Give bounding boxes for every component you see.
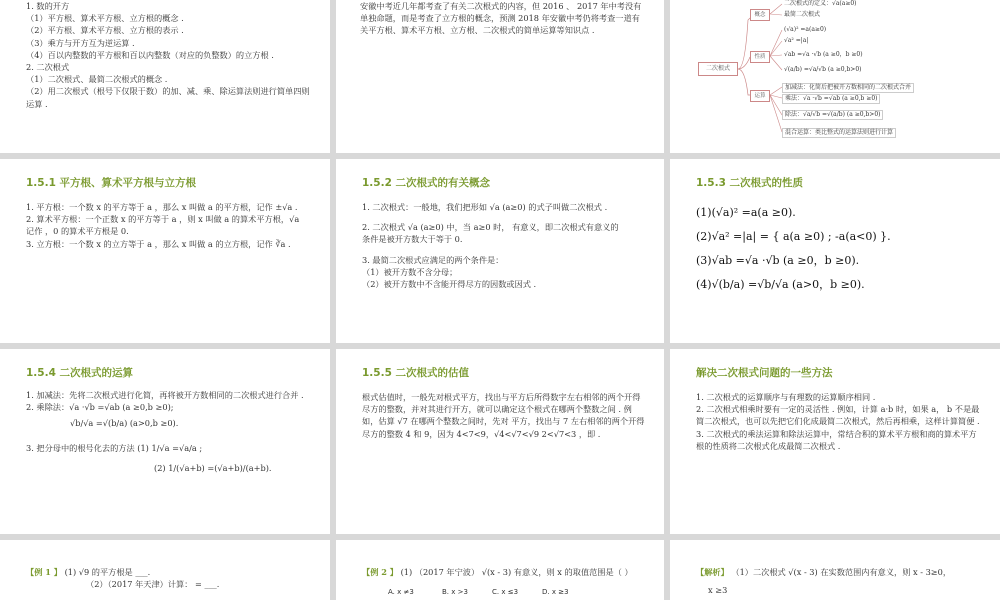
mind-leaf: 混合运算：类比整式的运算法则进行计算 [782, 128, 896, 138]
text-line: 1. 加减法：先将二次根式进行化简，再将被开方数相同的二次根式进行合并 . [26, 390, 304, 400]
text-line: （2）被开方数中不含能开得尽方的因数或因式 . [362, 279, 537, 290]
mind-leaf: 除法：√a/√b =√(a/b) (a ≥0,b>0) [782, 110, 883, 120]
text-line: （1）被开方数不含分母； [362, 266, 458, 277]
scope-line: 2. 二次根式 [26, 62, 70, 73]
slide-mind-map[interactable] [670, 0, 1000, 153]
scope-line: （1）平方根、算术平方根、立方根的概念 . [26, 13, 184, 24]
mind-leaf: 加减法：化简后把被开方数相同的二次根式合并 [782, 83, 914, 93]
slide-title: 1.5.4 二次根式的运算 [26, 367, 134, 379]
choice-c[interactable]: C. x ≤3 [492, 588, 519, 596]
text-line: 3. 把分母中的根号化去的方法 (1) 1/√a =√a/a ; [26, 442, 203, 453]
slide-solution[interactable] [670, 540, 1000, 600]
slide-radical-properties[interactable] [670, 159, 1000, 343]
text-line: 1. 二次根式：一般地，我们把形如 √a (a≥0) 的式子叫做二次根式 . [362, 202, 608, 212]
solution-line: x ≥3 [708, 585, 728, 596]
question-line: （2）（2017 年天津）计算： = ___. [86, 579, 220, 590]
operations-text [26, 389, 312, 474]
formula: (4)√(b/a) =√b/√a (a>0，b ≥0). [696, 278, 865, 291]
mind-map-root: 二次根式 [698, 62, 738, 76]
solution-label: 【解析】 [696, 567, 729, 577]
slide-title: 解决二次根式问题的一些方法 [696, 367, 833, 379]
slide-radical-concepts[interactable] [336, 159, 664, 343]
scope-line: 1. 数的开方 [26, 1, 70, 11]
mind-leaf: 乘法：√a ·√b =√ab (a ≥0,b ≥0) [782, 94, 880, 104]
text-line: 3. 最简二次根式应满足的两个条件是： [362, 254, 504, 265]
formula: (1)(√a)² =a(a ≥0). [696, 206, 796, 219]
text-line: 3. 二次根式的乘法运算和除法运算中，常结合积的算术平方根和商的算术平方根的性质将二次根式化成最简二次根式 . [696, 428, 977, 451]
text-line: 3. 立方根：一个数 x 的立方等于 a ，那么 x 叫做 a 的立方根，记作 ∛a . [26, 238, 291, 249]
slide-methods[interactable] [670, 349, 1000, 534]
slide-title: 1.5.2 二次根式的有关概念 [362, 177, 491, 189]
example-label: 【例 2 】 [362, 567, 398, 577]
text-line: 2. 乘除法：√a ·√b =√ab (a ≥0,b ≥0); [26, 402, 174, 413]
choice-b[interactable]: B. x >3 [442, 588, 468, 596]
slide-example-1[interactable] [0, 540, 330, 600]
mind-leaf: 最简二次根式 [784, 11, 821, 18]
mind-leaf: √(a/b) =√a/√b (a ≥0,b>0) [784, 66, 862, 73]
radical-concepts-text [362, 201, 646, 290]
mind-leaf: (√a)² =a(a≥0) [784, 26, 827, 33]
slide-square-roots[interactable] [0, 159, 330, 343]
choice-d[interactable]: D. x ≥3 [542, 588, 569, 596]
estimation-text: 根式估值时，一般先对根式平方，找出与平方后所得数字左右相邻的两个开得尽方的整数，并对其进行开方，就可以确定这个根式在哪两个整数之间 . 例如，估算 √7 在哪两个整数之间时，先对 平方，找出与 7 左右相邻的两个开得尽方的整数 4 和 9，因为 4<7<9，√4<√7<√9 2<√7<3 ，即 . [362, 392, 645, 439]
formula: (3)√ab =√a ·√b (a ≥0，b ≥0). [696, 254, 860, 267]
text-line: 记作 ，0 的算术平方根是 0. [26, 226, 129, 237]
scope-line: （2）平方根、算术平方根、立方根的表示 . [26, 25, 184, 36]
text-line: √b/√a =√(b/a) (a>0,b ≥0). [70, 418, 179, 429]
slide-title: 1.5.5 二次根式的估值 [362, 367, 470, 379]
text-line: 1. 二次根式的运算顺序与有理数的运算顺序相同 . [696, 392, 876, 402]
choice-a[interactable]: A. x ≠3 [388, 588, 414, 596]
exam-scope-text [26, 0, 312, 110]
square-roots-text [26, 201, 312, 250]
question-line: (1) （2017 年宁波） √(x - 3) 有意义，则 x 的取值范围是（ ） [400, 567, 633, 577]
properties-formulas [696, 201, 982, 297]
mind-node-operation: 运算 [750, 90, 770, 102]
slide-title: 1.5.1 平方根、算术平方根与立方根 [26, 177, 197, 189]
text-line: 2. 算术平方根：一个正数 x 的平方等于 a ，则 x 叫做 a 的算术平方根，√a [26, 214, 300, 225]
slide-exam-forecast[interactable] [336, 0, 664, 153]
mind-node-concept: 概念 [750, 9, 770, 21]
slide-radical-estimation[interactable] [336, 349, 664, 534]
slide-title: 1.5.3 二次根式的性质 [696, 177, 804, 189]
question-line: (1) √9 的平方根是 ___. [64, 567, 151, 577]
formula: (2)√a² =|a| = { a(a ≥0) ; -a(a<0) }. [696, 230, 891, 243]
example-2-text [362, 566, 646, 578]
mind-node-property: 性质 [750, 51, 770, 63]
slide-example-2[interactable] [336, 540, 664, 600]
scope-line: （4）百以内整数的平方根和百以内整数（对应的负整数）的立方根 . [26, 49, 274, 60]
text-line: 条件是被开方数大于等于 0. [362, 234, 463, 245]
scope-line: （2）用二次根式（根号下仅限于数）的加、减、乘、除运算法则进行简单四则运算 . [26, 86, 310, 109]
example-label: 【例 1 】 [26, 567, 62, 577]
mind-leaf: 二次根式的定义：√a(a≥0) [784, 0, 857, 7]
solution-line: （1）二次根式 √(x - 3) 在实数范围内有意义，则 x - 3≥0， [731, 567, 952, 577]
methods-text [696, 391, 982, 452]
example-1-text [26, 566, 312, 590]
text-line: (2) 1/(√a+b) =(√a+b)/(a+b). [154, 462, 272, 473]
slide-exam-scope[interactable] [0, 0, 330, 153]
text-line: 1. 平方根：一个数 x 的平方等于 a ，那么 x 叫做 a 的平方根，记作 ±√a . [26, 202, 298, 212]
mind-leaf: √a² =|a| [784, 37, 809, 44]
scope-line: （3）乘方与开方互为逆运算 . [26, 37, 135, 48]
text-line: 2. 二次根式相乘时要有一定的灵活性 . 例如，计算 a·b 时，如果 a， b 不是最简二次根式，也可以先把它们化成最简二次根式，然后再相乘，这样计算简便 . [696, 404, 980, 427]
scope-line: （1）二次根式、最简二次根式的概念 . [26, 74, 168, 85]
slide-radical-operations[interactable] [0, 349, 330, 534]
text-line: 2. 二次根式 √a (a≥0) 中，当 a≥0 时， 有意义，即二次根式有意义的 [362, 222, 619, 233]
forecast-text: 安徽中考近几年都考查了有关二次根式的内容，但 2016 、 2017 年中考没有单独命题，而是考查了立方根的概念，预测 2018 年安徽中考仍将考查一道有关平方根、算术平方根、立方根、二次根式的简单运算等知识点 . [360, 1, 642, 36]
solution-text [696, 566, 982, 596]
mind-leaf: √ab =√a ·√b (a ≥0，b ≥0) [784, 51, 863, 58]
